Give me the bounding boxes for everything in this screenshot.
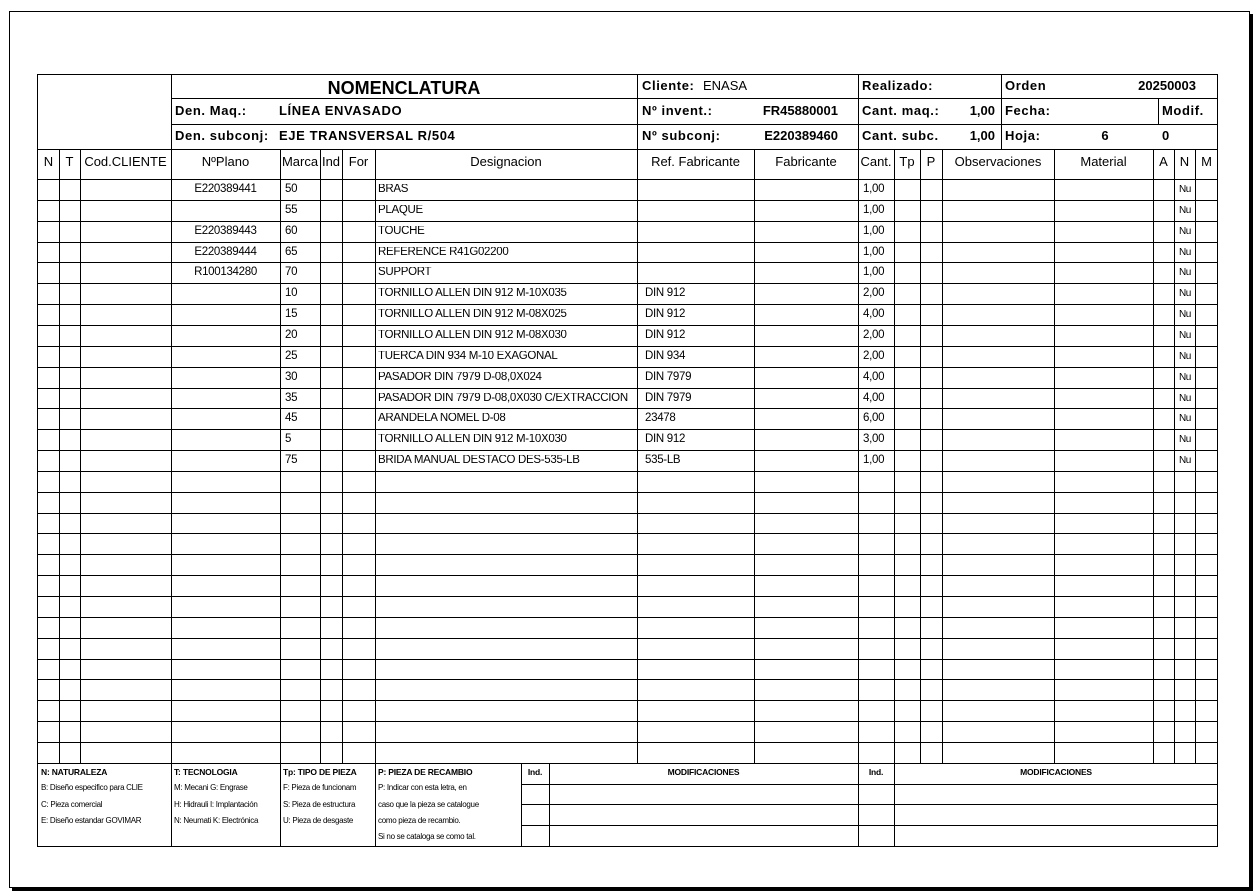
header-divider [171,98,1218,99]
cell-ref-fabricante: DIN 7979 [645,371,692,383]
column-header: NºPlano [201,154,250,169]
legend-naturaleza-line: B: Diseño especifico para CLIE [41,783,143,793]
cell-cantidad: 4,00 [863,392,885,404]
cant-maq-value: 1,00 [969,103,995,118]
legend-recambio-line: P: Indicar con esta letra, en [378,783,467,793]
legend-tecnologia-line: T: TECNOLOGIA [174,767,238,777]
header-divider-v [858,74,859,149]
cell-designacion: BRIDA MANUAL DESTACO DES-535-LB [378,455,580,466]
table-row-line [38,700,1218,701]
column-header: M [1201,154,1212,169]
legend-recambio-line: como pieza de recambio. [378,815,461,825]
table-row-line [38,575,1218,576]
column-header: Tp [899,154,915,169]
fecha-label: Fecha: [1005,103,1051,118]
cell-marca: 20 [285,329,298,341]
legend-tipo-line: U: Pieza de desgaste [283,815,354,825]
cant-subc-value: 1,00 [969,128,995,143]
cell-n: Nu [1179,267,1191,278]
column-header: Marca [281,154,319,169]
cell-designacion: TOUCHE [378,226,425,237]
modif-row-line [521,804,1218,805]
cell-marca: 70 [285,266,298,278]
column-header: Fabricante [775,154,837,169]
cell-cantidad: 4,00 [863,371,885,383]
den-maq-value: LÍNEA ENVASADO [279,103,403,118]
cell-marca: 65 [285,246,298,258]
cliente-label: Cliente: [642,78,695,93]
hoja-value: 6 [1101,128,1109,143]
column-header: P [926,154,936,169]
column-header: Observaciones [954,154,1042,169]
cell-cantidad: 1,00 [863,183,885,195]
cell-n: Nu [1179,434,1191,445]
header-divider-v [1158,98,1159,124]
cell-marca: 55 [285,204,298,216]
cell-ref-fabricante: DIN 934 [645,350,686,362]
cell-n: Nu [1179,184,1191,195]
cell-n: Nu [1179,372,1191,383]
cell-ref-fabricante: DIN 912 [645,308,686,320]
column-header: Ref. Fabricante [651,154,740,169]
modificaciones-label: MODIFICACIONES [1020,767,1092,777]
column-header: A [1159,154,1168,169]
table-row-line [38,742,1218,743]
column-header: Cod.CLIENTE [84,154,167,169]
cell-marca: 75 [285,454,298,466]
cell-n: Nu [1179,309,1191,320]
cell-ref-fabricante: 23478 [645,412,676,424]
cell-cantidad: 1,00 [863,266,885,278]
cell-cantidad: 6,00 [863,412,885,424]
cell-ref-fabricante: DIN 912 [645,287,686,299]
den-maq-label: Den. Maq.: [175,103,247,118]
cell-cantidad: 2,00 [863,329,885,341]
cell-designacion: TUERCA DIN 934 M-10 EXAGONAL [378,351,558,362]
table-row-line [38,659,1218,660]
legend-recambio-line: caso que la pieza se catalogue [378,799,479,809]
cell-cantidad: 2,00 [863,287,885,299]
cell-n: Nu [1179,288,1191,299]
legend-recambio-line: Si no se cataloga se como tal. [378,832,476,842]
cell-marca: 45 [285,412,298,424]
n-invent-value: FR45880001 [762,103,838,118]
cell-designacion: TORNILLO ALLEN DIN 912 M-10X035 [378,288,567,299]
table-row-line [38,617,1218,618]
ind-label: Ind. [868,767,884,777]
table-row-line [38,638,1218,639]
cell-ref-fabricante: 535-LB [645,454,681,466]
column-header: Ind [321,154,341,169]
cell-marca: 30 [285,371,298,383]
den-subconj-value: EJE TRANSVERSAL R/504 [279,128,456,143]
column-header: For [348,154,369,169]
cell-plano: E220389443 [194,225,257,237]
cell-cantidad: 1,00 [863,204,885,216]
table-row-line [38,513,1218,514]
modif-row-line [521,825,1218,826]
cell-marca: 5 [285,433,292,445]
cell-marca: 25 [285,350,298,362]
cell-marca: 60 [285,225,298,237]
column-header: N [43,154,54,169]
legend-tipo-line: Tp: TIPO DE PIEZA [283,767,357,777]
cell-cantidad: 1,00 [863,246,885,258]
legend-divider [280,763,281,847]
n-invent-label: Nº invent.: [642,103,713,118]
column-header: N [1179,154,1190,169]
cell-n: Nu [1179,205,1191,216]
cell-n: Nu [1179,413,1191,424]
cant-maq-label: Cant. maq.: [862,103,940,118]
cell-n: Nu [1179,455,1191,466]
modif-value: 0 [1162,128,1170,143]
legend-tecnologia-line: N: Neumati K: Electrónica [174,815,259,825]
cant-subc-label: Cant. subc. [862,128,939,143]
cell-designacion: TORNILLO ALLEN DIN 912 M-10X030 [378,434,567,445]
cell-designacion: BRAS [378,184,409,195]
legend-top-line [38,763,1218,764]
cell-designacion: REFERENCE R41G02200 [378,247,509,258]
cell-n: Nu [1179,247,1191,258]
column-header: T [65,154,74,169]
cell-marca: 50 [285,183,298,195]
hoja-label: Hoja: [1005,128,1041,143]
modif-label: Modif. [1162,103,1204,118]
cell-designacion: SUPPORT [378,267,432,278]
legend-tipo-line: S: Pieza de estructura [283,799,356,809]
legend-naturaleza-line: E: Diseño estandar GOVIMAR [41,815,142,825]
header-divider [171,124,1218,125]
cell-n: Nu [1179,351,1191,362]
cell-plano: E220389444 [194,246,257,258]
den-subconj-label: Den. subconj: [175,128,269,143]
table-row-line [38,492,1218,493]
cell-marca: 35 [285,392,298,404]
table-row-line [38,471,1218,472]
cell-marca: 10 [285,287,298,299]
cell-marca: 15 [285,308,298,320]
table-row-line [38,596,1218,597]
realizado-label: Realizado: [862,78,934,93]
n-subconj-value: E220389460 [764,128,838,143]
cell-designacion: PASADOR DIN 7979 D-08,0X030 C/EXTRACCION [378,393,628,404]
legend-recambio-line: P: PIEZA DE RECAMBIO [378,767,473,777]
cell-cantidad: 1,00 [863,454,885,466]
cell-n: Nu [1179,330,1191,341]
cell-plano: R100134280 [194,266,257,278]
cell-cantidad: 4,00 [863,308,885,320]
modificaciones-label: MODIFICACIONES [667,767,740,777]
cell-plano: E220389441 [194,183,257,195]
cell-designacion: PASADOR DIN 7979 D-08,0X024 [378,372,542,383]
modif-row-line [521,784,1218,785]
legend-tecnologia-line: M: Mecani G: Engrase [174,783,248,793]
cell-ref-fabricante: DIN 7979 [645,392,692,404]
table-row-line [38,721,1218,722]
legend-naturaleza-line: N: NATURALEZA [41,767,108,777]
page-title: NOMENCLATURA [327,78,481,98]
cell-n: Nu [1179,393,1191,404]
column-header: Designacion [470,154,542,169]
n-subconj-label: Nº subconj: [642,128,721,143]
header-bottom-line [38,149,1218,150]
header-divider-v [1001,74,1002,149]
table-row-line [38,554,1218,555]
orden-value: 20250003 [1138,78,1196,93]
ind-label: Ind. [527,767,543,777]
cell-designacion: TORNILLO ALLEN DIN 912 M-08X025 [378,309,567,320]
legend-divider [375,763,376,847]
column-header: Material [1080,154,1127,169]
cliente-value: ENASA [703,78,748,93]
cell-cantidad: 3,00 [863,433,885,445]
cell-cantidad: 1,00 [863,225,885,237]
table-row-line [38,533,1218,534]
legend-tipo-line: F: Pieza de funcionam [283,783,357,793]
cell-designacion: ARANDELA NOMEL D-08 [378,413,506,424]
cell-ref-fabricante: DIN 912 [645,433,686,445]
legend-tecnologia-line: H: Hidrauli I: Implantación [174,799,258,809]
cell-n: Nu [1179,226,1191,237]
orden-label: Orden [1005,78,1047,93]
table-row-line [38,679,1218,680]
cell-designacion: PLAQUE [378,205,423,216]
legend-naturaleza-line: C: Pieza comercial [41,799,103,809]
header-divider-v [637,74,638,149]
column-header: Cant. [860,154,892,169]
cell-cantidad: 2,00 [863,350,885,362]
cell-ref-fabricante: DIN 912 [645,329,686,341]
cell-designacion: TORNILLO ALLEN DIN 912 M-08X030 [378,330,567,341]
